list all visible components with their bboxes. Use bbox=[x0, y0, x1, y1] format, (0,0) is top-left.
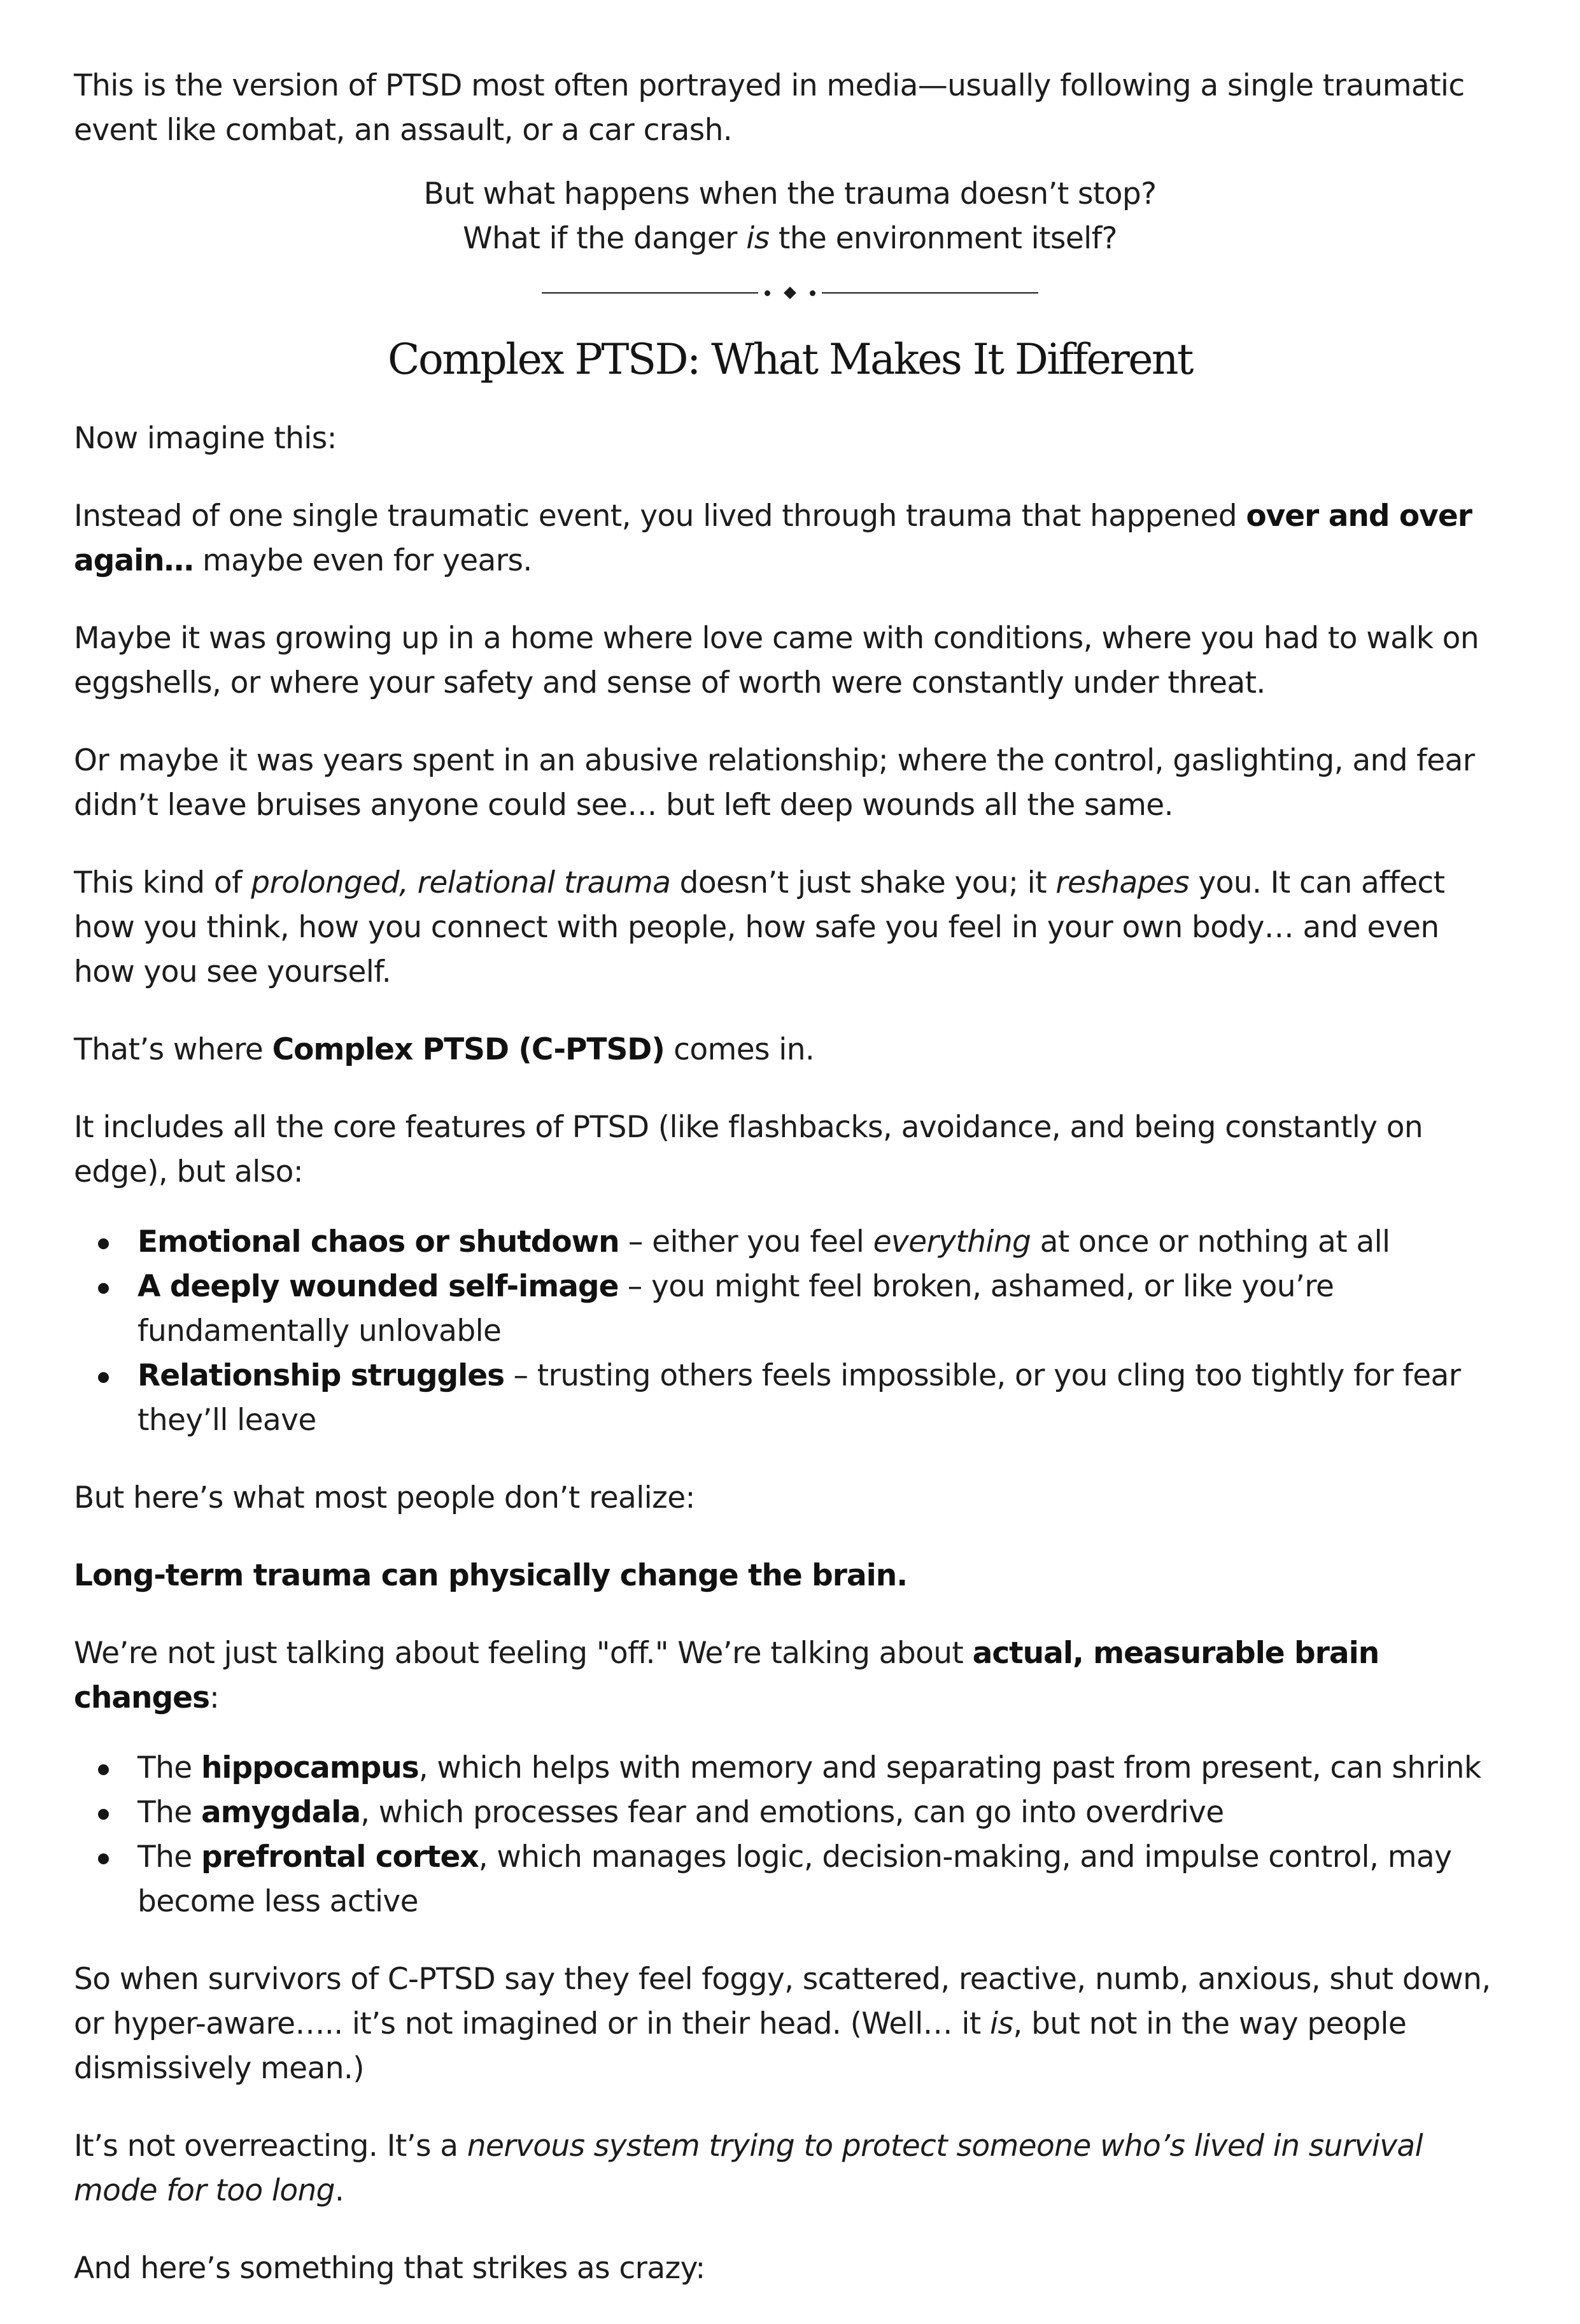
paragraph-crazy: And here’s something that strikes as crazy: bbox=[74, 2251, 705, 2286]
paragraph-realize: But here’s what most people don’t realize: bbox=[74, 1480, 695, 1515]
section-divider bbox=[74, 280, 1506, 306]
paragraph-survivors: So when survivors of C-PTSD say they feel foggy, scattered, reactive, numb, anxious, shut down, or hyper-aware….. it’s not imagined or in their head. (Well… it is, but not in the way people dismissively mean.) bbox=[74, 1962, 1491, 2086]
paragraph-repeated-trauma: Instead of one single traumatic event, you lived through trauma that happened over and over again… maybe even for years. bbox=[74, 499, 1472, 578]
divider-line-left bbox=[542, 292, 758, 294]
brain-list bbox=[74, 1746, 1506, 1924]
list-item: The amygdala, which processes fear and emotions, can go into overdrive bbox=[74, 1790, 1506, 1835]
features-list bbox=[74, 1220, 1506, 1443]
paragraph-home: Maybe it was growing up in a home where love came with conditions, where you had to walk on eggshells, or where your safety and sense of worth were constantly under threat. bbox=[74, 621, 1479, 700]
list-item: Relationship struggles – trusting others feels impossible, or you cling too tightly for fear they’ll leave bbox=[74, 1354, 1506, 1443]
list-item: Emotional chaos or shutdown – either you feel everything at once or nothing at all bbox=[74, 1220, 1506, 1265]
question-line-2: What if the danger is the environment itself? bbox=[463, 221, 1117, 256]
divider-line-right bbox=[822, 292, 1038, 294]
section-heading: Complex PTSD: What Makes It Different bbox=[388, 335, 1192, 384]
paragraph-relationship: Or maybe it was years spent in an abusive relationship; where the control, gaslighting, and fear didn’t leave bruises anyone could see… but left deep wounds all the same. bbox=[74, 743, 1475, 823]
paragraph-core-features: It includes all the core features of PTSD (like flashbacks, avoidance, and being constantly on edge), but also: bbox=[74, 1110, 1423, 1189]
document-page bbox=[74, 64, 1506, 2324]
paragraph-measurable: We’re not just talking about feeling "off." We’re talking about actual, measurable brain changes: bbox=[74, 1636, 1379, 1715]
paragraph-imagine: Now imagine this: bbox=[74, 421, 337, 456]
list-item: The prefrontal cortex, which manages logic, decision-making, and impulse control, may become less active bbox=[74, 1835, 1506, 1924]
paragraph-overreacting: It’s not overreacting. It’s a nervous system trying to protect someone who’s lived in survival mode for too long. bbox=[74, 2129, 1423, 2208]
intro-questions bbox=[74, 172, 1506, 261]
divider-dot-icon bbox=[765, 290, 770, 296]
divider-diamond-icon bbox=[784, 287, 796, 299]
divider-dot-icon bbox=[810, 290, 815, 296]
list-item: The hippocampus, which helps with memory and separating past from present, can shrink bbox=[74, 1746, 1506, 1790]
list-item: A deeply wounded self-image – you might feel broken, ashamed, or like you’re fundamentally unlovable bbox=[74, 1265, 1506, 1354]
paragraph-cptsd: That’s where Complex PTSD (C-PTSD) comes in. bbox=[74, 1032, 815, 1067]
paragraph-relational-trauma: This kind of prolonged, relational trauma doesn’t just shake you; it reshapes you. It can affect how you think, how you connect with people, how safe you feel in your own body… and even how you see yourself. bbox=[74, 865, 1445, 989]
question-line-1: But what happens when the trauma doesn’t stop? bbox=[423, 176, 1157, 211]
intro-paragraph: This is the version of PTSD most often portrayed in media—usually following a single traumatic event like combat, an assault, or a car crash. bbox=[74, 68, 1465, 148]
paragraph-brain-change: Long-term trauma can physically change the brain. bbox=[74, 1558, 908, 1593]
